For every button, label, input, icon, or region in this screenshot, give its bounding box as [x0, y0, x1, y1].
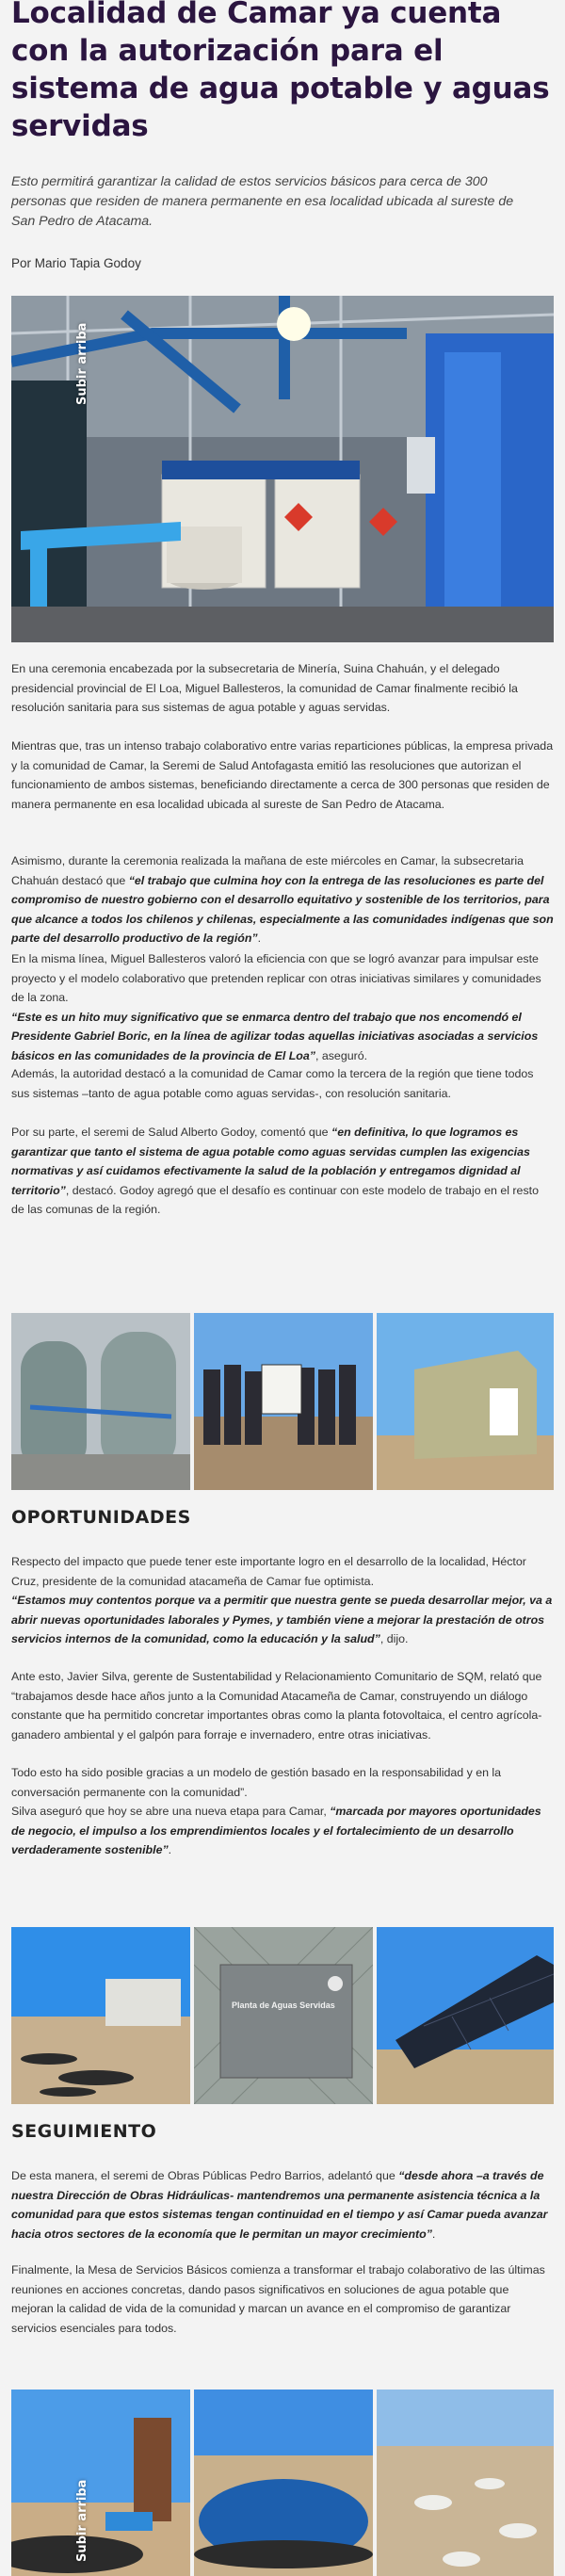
paragraph-9: Todo esto ha sido posible gracias a un modelo de gestión basado en la responsabilidad y en la conversación permanente con la comunidad”. Silva aseguró que hoy se abre una nueva etapa para Camar, “marcada por mayores oportunidades de negocio, el impulso a los emprendimientos locales y el fortalecimiento de un desarrollo verdaderamente sostenible”. — [11, 1766, 541, 1856]
gallery-photo-solar — [377, 1927, 554, 2104]
gallery-photo-pools — [11, 1927, 190, 2104]
paragraph-11: Finalmente, la Mesa de Servicios Básicos comienza a transformar el trabajo colaborativo de las últimas reuniones en acciones concretas, dando pasos significativos en soluciones de agua potable que mejoran la calidad de vida de la comunidad y marcan un avance en el compromiso de garantizar servicios esenciales para todos. — [11, 2263, 545, 2335]
main-photo — [11, 296, 554, 642]
paragraph-4: En la misma línea, Miguel Ballesteros valoró la eficiencia con que se logró avanzar para impulsar este proyecto y el modelo colaborativo que pretenden replicar con otras iniciativas similares y comunidades de la zona. “Este es un hito muy significativo que se enmarca dentro del trabajo que nos encomendó el Presidente Gabriel Boric, en la línea de agilizar todas aquellas iniciativas asociadas a servicios básicos en las comunidades de la provincia de El Loa”, aseguró. — [11, 952, 541, 1062]
article-title: Localidad de Camar ya cuenta con la autorización para el sistema de agua potable y aguas servidas — [11, 0, 550, 143]
paragraph-6: Por su parte, el seremi de Salud Alberto Godoy, comentó que “en definitiva, lo que logramos es garantizar que tanto el sistema de agua potable como aguas servidas cumplen las exigencias normativas y así cuidamos efectivamente la salud de la población y entregamos dignidad al territorio”, destacó. Godoy agregó que el desafío es continuar con este modelo de trabajo en el resto de las comunas de la región. — [11, 1126, 539, 1216]
gallery-photo-sign — [194, 1927, 373, 2104]
article-byline: Por Mario Tapia Godoy — [11, 256, 141, 270]
gallery-photo-manholes — [377, 2390, 554, 2576]
gallery-photo-ceremony — [194, 1313, 373, 1490]
paragraph-2: Mientras que, tras un intenso trabajo colaborativo entre varias reparticiones públicas, la empresa privada y la comunidad de Camar, la Seremi de Salud Antofagasta emitió las resoluciones que autorizan el funcionamiento de ambos sistemas, beneficiando directamente a cerca de 300 personas que residen de manera permanente en esa localidad ubicada al sureste de San Pedro de Atacama. — [11, 739, 554, 811]
gallery-photo-filters — [11, 1313, 190, 1490]
paragraph-3: Asimismo, durante la ceremonia realizada la mañana de este miércoles en Camar, la subsecretaria Chahuán destacó que “el trabajo que culmina hoy con la entrega de las resoluciones es parte del compromiso de nuestro gobierno con el desarrollo equitativo y sostenible de los territorios, para que alcance a todos los chilenos y chilenas, especialmente a las comunidades indígenas que son parte del desarrollo productivo de la región”. — [11, 854, 554, 945]
gallery-photo-pond — [194, 2390, 373, 2576]
paragraph-1: En una ceremonia encabezada por la subsecretaria de Minería, Suina Chahuán, y el delegado presidencial provincial de El Loa, Miguel Ballesteros, la comunidad de Camar finalmente recibió la resolución sanitaria para sus sistemas de agua potable y aguas servidas. — [11, 662, 518, 714]
paragraph-5: Además, la autoridad destacó a la comunidad de Camar como la tercera de la región que tiene todos sus sistemas –tanto de agua potable como aguas servidas-, con resolución sanitaria. — [11, 1067, 534, 1100]
paragraph-10: De esta manera, el seremi de Obras Públicas Pedro Barrios, adelantó que “desde ahora –a través de nuestra Dirección de Obras Hidráulicas- mantendremos una permanente asistencia técnica a la comunidad para que estos sistemas tengan continuidad en el tiempo y así Camar pueda avanzar hacia otros sectores de la economía que le permitan un mayor crecimiento”. — [11, 2169, 548, 2241]
paragraph-8: Ante esto, Javier Silva, gerente de Sustentabilidad y Relacionamiento Comunitario de SQM, relató que “trabajamos desde hace años junto a la Comunidad Atacameña de Camar, construyendo un diálogo constante que ha permitido concretar importantes obras como la planta fotovoltaica, el centro agrícola-ganadero ambiental y el galpón para forraje e invernadero, entre otras iniciativas. — [11, 1670, 542, 1742]
gallery-photo-building — [377, 1313, 554, 1490]
section-title-seguimiento: SEGUIMIENTO — [11, 2121, 157, 2142]
paragraph-7: Respecto del impacto que puede tener este importante logro en el desarrollo de la localidad, Héctor Cruz, presidente de la comunidad atacameña de Camar fue optimista. “Estamos muy contentos porque va a permitir que nuestra gente se pueda desarrollar mejor, va a abrir nuevas oportunidades laborales y Pymes, y también viene a mejorar la prestación de otros servicios internos de la comunidad, como la educación y la salud”, dijo. — [11, 1555, 553, 1645]
article-lead: Esto permitirá garantizar la calidad de estos servicios básicos para cerca de 300 personas que residen de manera permanente en esa localidad ubicada al sureste de San Pedro de Atacama. — [11, 174, 514, 229]
sign-title: Planta de Aguas Servidas — [232, 2001, 335, 2010]
gallery-photo-shed — [11, 2390, 190, 2576]
section-title-oportunidades: OPORTUNIDADES — [11, 1507, 191, 1528]
